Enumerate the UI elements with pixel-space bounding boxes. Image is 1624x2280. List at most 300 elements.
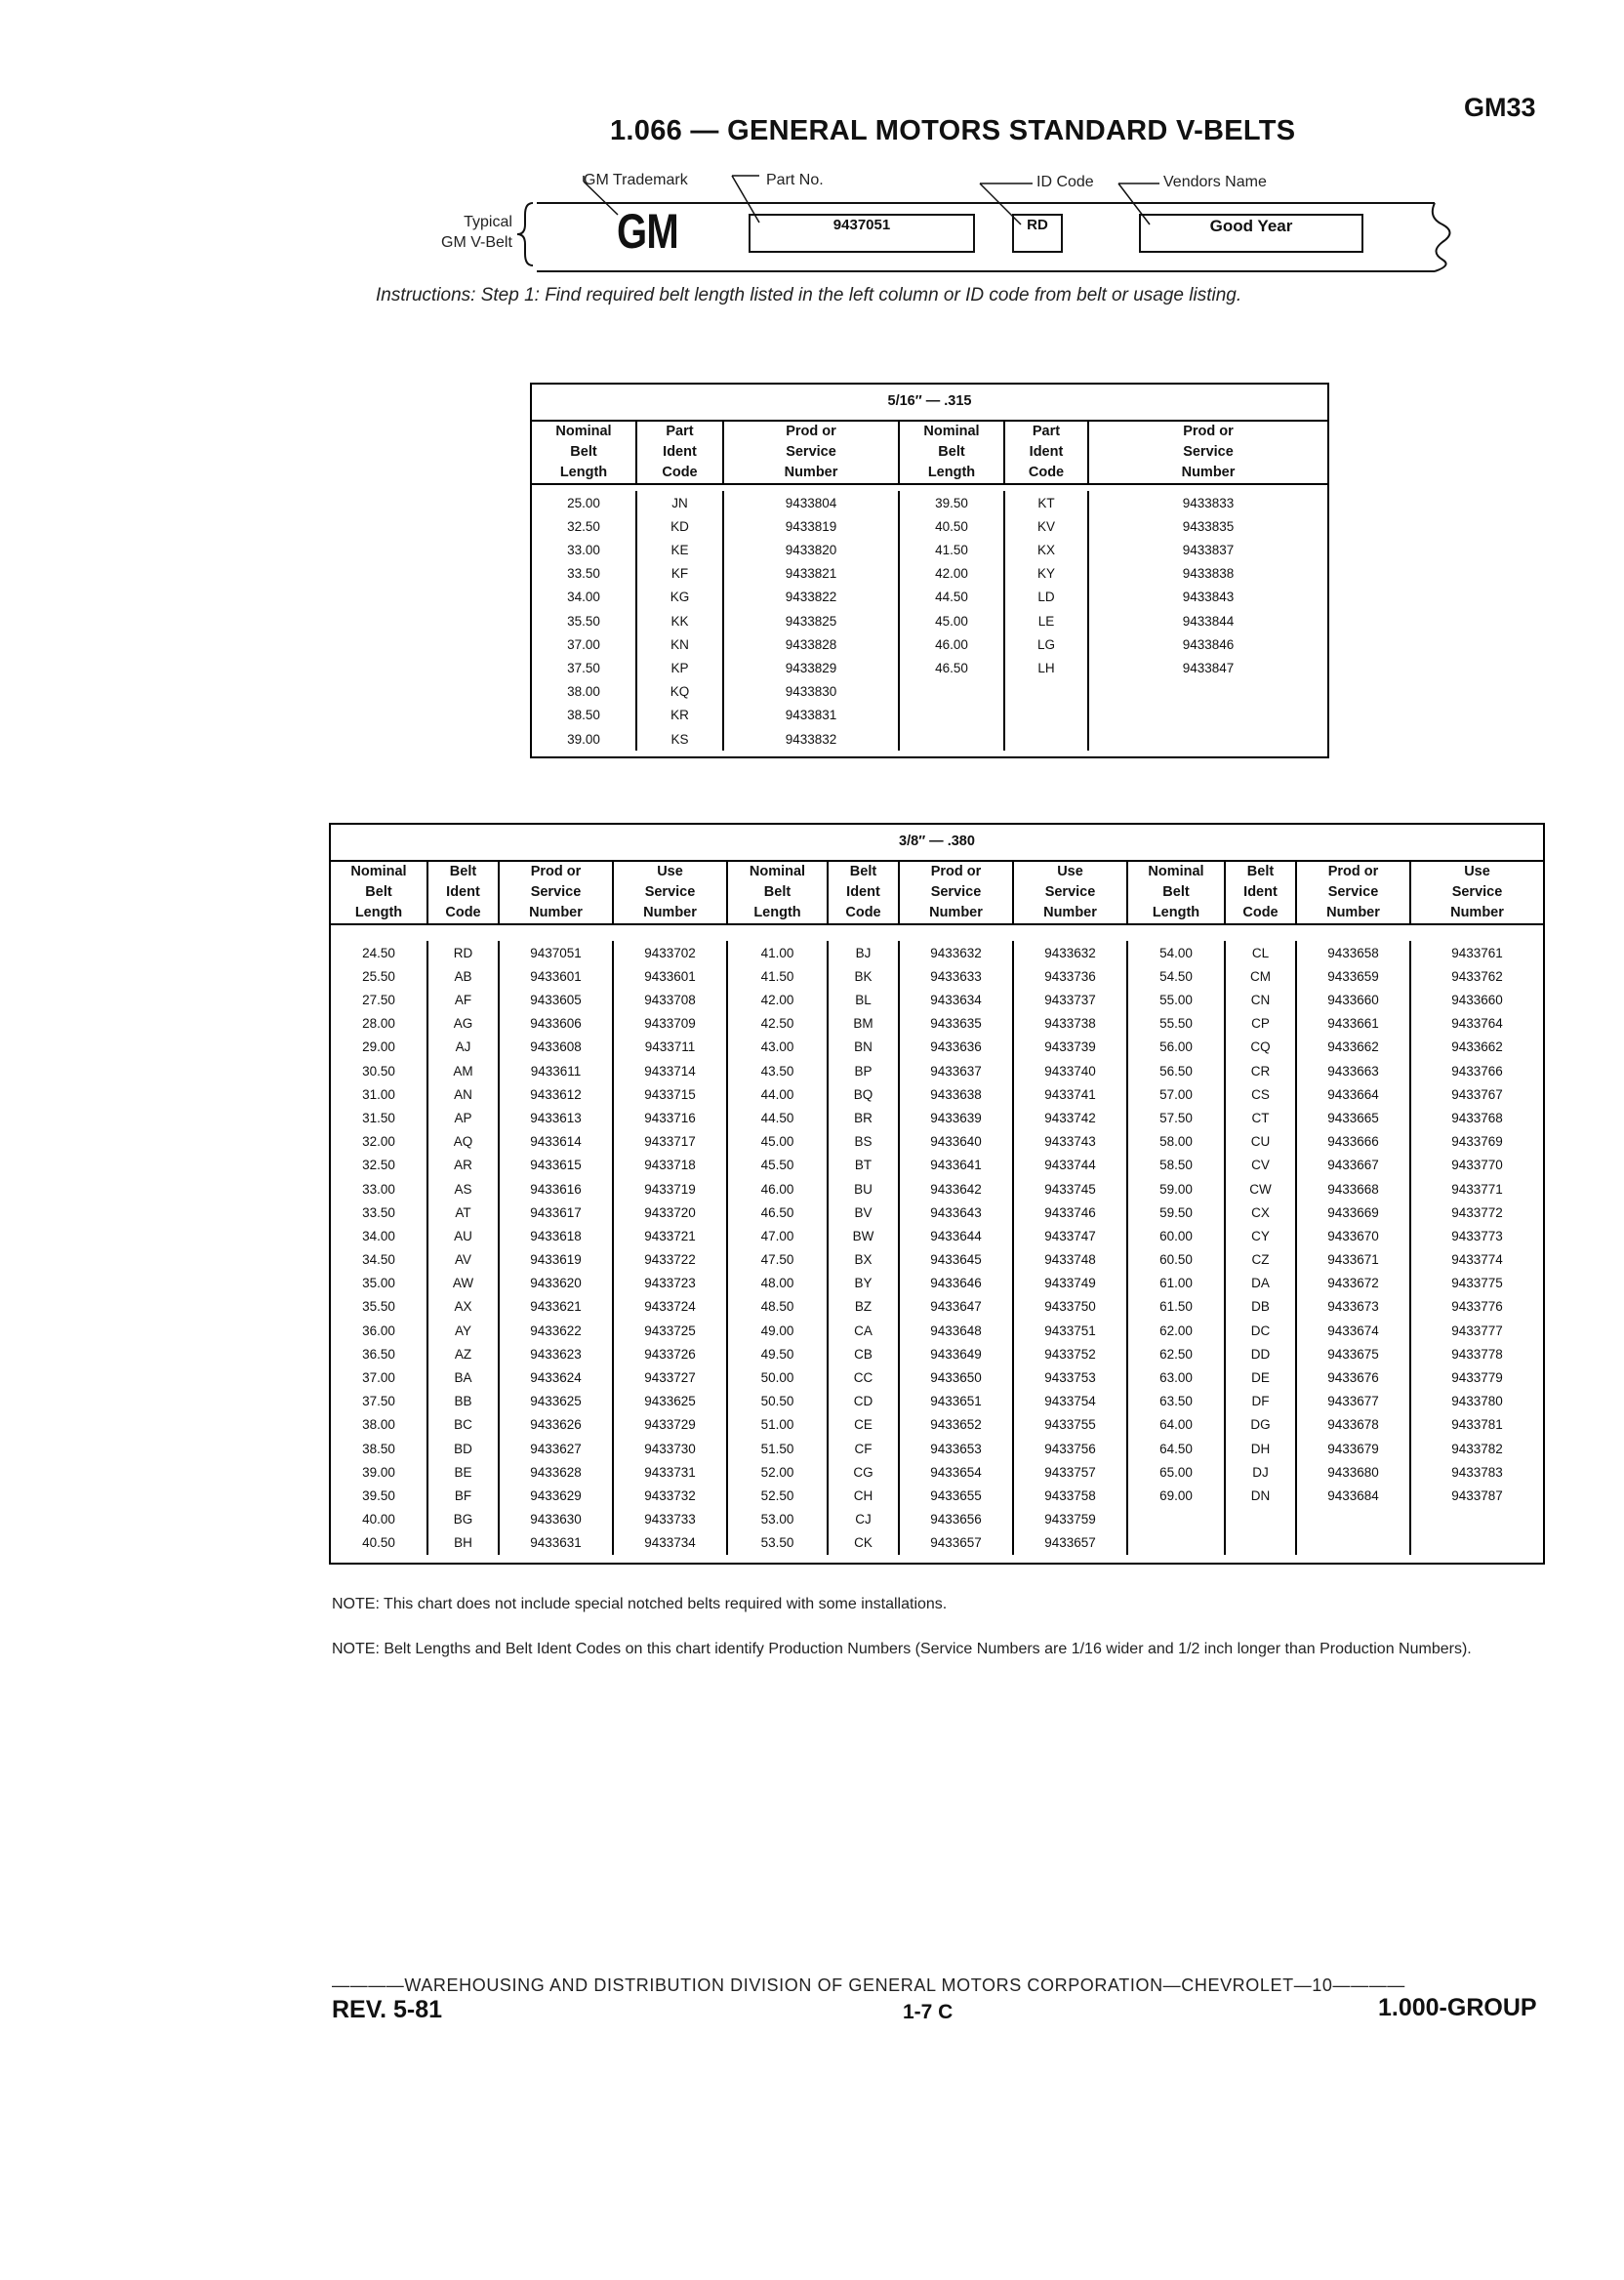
table-cell: AS: [427, 1177, 499, 1201]
table-cell: KR: [636, 704, 723, 727]
table-cell: 9433678: [1296, 1413, 1410, 1437]
table-cell: 9433782: [1451, 1441, 1503, 1456]
table-cell: 9433614: [499, 1130, 613, 1154]
table-cell: 9433769: [1451, 1134, 1503, 1150]
table-cell: 50.00: [727, 1365, 828, 1389]
table-cell: 9433631: [499, 1531, 613, 1555]
table-cell: CZ: [1225, 1247, 1296, 1271]
table-cell: AN: [427, 1082, 499, 1106]
table-cell: AT: [427, 1201, 499, 1224]
note-2: NOTE: Belt Lengths and Belt Ident Codes on this chart identify Production Numbers (Service Numbers are 1/16 wider and 1/2 inch longer than Production Numbers).: [332, 1641, 1472, 1657]
table-cell: 9433779: [1451, 1370, 1503, 1386]
table-row: [531, 562, 1328, 586]
table-cell: BZ: [828, 1295, 899, 1319]
column-header-line: Service: [930, 884, 982, 901]
table-cell: 9433847: [1182, 660, 1235, 675]
table-cell: BK: [828, 964, 899, 988]
table-cell: BP: [828, 1059, 899, 1082]
table-cell: 46.50: [727, 1201, 828, 1224]
column-header-line: Nominal: [350, 864, 407, 879]
table-cell: CY: [1225, 1224, 1296, 1247]
table-cell: 9433838: [1182, 566, 1235, 582]
table-cell: 9433624: [499, 1365, 613, 1389]
table-cell: 46.00: [727, 1177, 828, 1201]
column-header-line: Nominal: [555, 424, 612, 439]
column-header: [499, 861, 613, 924]
column-header-line: Prod or: [1183, 424, 1234, 439]
column-header-line: Ident: [663, 444, 697, 461]
table-cell: 9433657: [1013, 1531, 1127, 1555]
table-cell: BS: [828, 1130, 899, 1154]
column-header-line: Number: [929, 905, 983, 921]
table-cell: [899, 727, 1004, 751]
table-cell: 9433605: [499, 988, 613, 1011]
table-cell: [1004, 680, 1088, 704]
table-cell: 25.50: [330, 964, 427, 988]
table-cell: [1410, 1508, 1544, 1531]
table-cell: 9433776: [1451, 1299, 1503, 1315]
table-cell: 40.00: [330, 1508, 427, 1531]
table-row: [330, 1272, 1544, 1295]
table-cell: 60.00: [1127, 1224, 1225, 1247]
table-cell: 61.50: [1127, 1295, 1225, 1319]
table-cell: 27.50: [330, 988, 427, 1011]
table-cell: 9433783: [1451, 1464, 1503, 1480]
table-cell: 31.50: [330, 1106, 427, 1129]
table-cell: 9433761: [1451, 945, 1503, 960]
table-cell: 9433638: [899, 1082, 1013, 1106]
table-cell: BM: [828, 1012, 899, 1036]
table-cell: 9433743: [1013, 1130, 1127, 1154]
table-cell: 9433633: [899, 964, 1013, 988]
table-cell: 9433680: [1296, 1460, 1410, 1484]
column-header: [1410, 861, 1544, 924]
table-cell: 9433630: [499, 1508, 613, 1531]
column-header-line: Number: [643, 905, 697, 921]
table-cell: [1225, 1531, 1296, 1555]
table-row: [531, 491, 1328, 514]
table-cell: 9433762: [1451, 968, 1503, 984]
table-cell: CT: [1225, 1106, 1296, 1129]
table-cell: 9433636: [899, 1036, 1013, 1059]
table-cell: CC: [828, 1365, 899, 1389]
table-cell: KX: [1004, 538, 1088, 561]
footer-division: ————WAREHOUSING AND DISTRIBUTION DIVISION OF GENERAL MOTORS CORPORATION—CHEVROLET—10————: [332, 1975, 1405, 1995]
footer-page-number: 1-7 C: [903, 2001, 954, 2023]
table-cell: AJ: [427, 1036, 499, 1059]
table-cell: 51.00: [727, 1413, 828, 1437]
table-cell: 9433616: [499, 1177, 613, 1201]
table-cell: 43.00: [727, 1036, 828, 1059]
table-cell: CL: [1225, 941, 1296, 964]
column-header-line: Service: [786, 444, 836, 461]
table-cell: 69.00: [1127, 1484, 1225, 1507]
gm-logo: GM: [617, 204, 678, 259]
table-cell: 33.50: [531, 562, 636, 586]
column-header-line: Number: [1326, 905, 1380, 921]
table-cell: 9433613: [499, 1106, 613, 1129]
column-header: [899, 421, 1004, 484]
table-cell: AF: [427, 988, 499, 1011]
table-cell: 48.50: [727, 1295, 828, 1319]
table-cell: CE: [828, 1413, 899, 1437]
table-3-8: [329, 823, 1545, 1565]
table-cell: 9433732: [613, 1484, 727, 1507]
table-cell: 60.50: [1127, 1247, 1225, 1271]
table-cell: 9433828: [723, 632, 899, 656]
column-header: [531, 421, 636, 484]
column-header-line: Length: [559, 465, 608, 481]
table-cell: [1127, 1508, 1225, 1531]
table-cell: 9433619: [499, 1247, 613, 1271]
table-cell: 9433772: [1451, 1204, 1503, 1220]
table-cell: KE: [636, 538, 723, 561]
table-cell: 9433623: [499, 1342, 613, 1365]
table-cell: 36.50: [330, 1342, 427, 1365]
table-cell: CS: [1225, 1082, 1296, 1106]
table-row: [330, 988, 1544, 1011]
table-cell: BC: [427, 1413, 499, 1437]
table-cell: 9433669: [1296, 1201, 1410, 1224]
table-cell: 37.50: [531, 656, 636, 679]
table-cell: DE: [1225, 1365, 1296, 1389]
table-cell: 9433660: [1451, 993, 1503, 1008]
table-cell: 39.00: [330, 1460, 427, 1484]
table-cell: 9433657: [899, 1531, 1013, 1555]
table-row: [330, 1130, 1544, 1154]
table-cell: JN: [636, 491, 723, 514]
table-cell: 9433634: [899, 988, 1013, 1011]
column-header-line: Code: [445, 905, 481, 921]
table-cell: DA: [1225, 1272, 1296, 1295]
table-cell: 9433660: [1296, 988, 1410, 1011]
table-cell: BD: [427, 1437, 499, 1460]
column-header-line: Part: [1032, 424, 1061, 439]
table-cell: 9433766: [1451, 1063, 1503, 1079]
table-cell: 30.50: [330, 1059, 427, 1082]
table-row: [531, 680, 1328, 704]
table-cell: 9433773: [1451, 1228, 1503, 1243]
table-cell: 9433768: [1451, 1110, 1503, 1125]
column-header: [828, 861, 899, 924]
table-cell: [899, 680, 1004, 704]
table-cell: DG: [1225, 1413, 1296, 1437]
table-cell: 9433628: [499, 1460, 613, 1484]
table-cell: CP: [1225, 1012, 1296, 1036]
id-code-label: ID Code: [1036, 174, 1094, 190]
table-cell: 9433819: [723, 514, 899, 538]
table-cell: [899, 704, 1004, 727]
table-row: [531, 704, 1328, 727]
column-header: [1225, 861, 1296, 924]
table-cell: 32.50: [330, 1154, 427, 1177]
table-row: [531, 586, 1328, 609]
table-cell: 56.00: [1127, 1036, 1225, 1059]
table-cell: 9433846: [1182, 636, 1235, 652]
table-cell: 9433781: [1451, 1417, 1503, 1433]
table-cell: 9433771: [1451, 1181, 1503, 1197]
table-cell: 9433702: [613, 941, 727, 964]
column-header: [1013, 861, 1127, 924]
table-cell: 63.50: [1127, 1390, 1225, 1413]
table-cell: 44.50: [727, 1106, 828, 1129]
table-cell: 39.00: [531, 727, 636, 751]
vendors-name-label: Vendors Name: [1163, 174, 1267, 190]
table-cell: LE: [1004, 609, 1088, 632]
part-no-value: 9437051: [832, 217, 891, 233]
typical-label-line2: GM V-Belt: [441, 233, 512, 251]
table-row: [330, 1247, 1544, 1271]
table-cell: 24.50: [330, 941, 427, 964]
table-cell: 9433777: [1451, 1323, 1503, 1338]
table-cell: 52.00: [727, 1460, 828, 1484]
table-cell: CR: [1225, 1059, 1296, 1082]
table-cell: KP: [636, 656, 723, 679]
table-cell: 33.00: [531, 538, 636, 561]
table-cell: 9433745: [1013, 1177, 1127, 1201]
table-cell: 65.00: [1127, 1460, 1225, 1484]
table-cell: 37.50: [330, 1390, 427, 1413]
column-header-line: Code: [1242, 905, 1279, 921]
table-cell: DB: [1225, 1295, 1296, 1319]
table-row: [531, 609, 1328, 632]
table-row: [330, 1484, 1544, 1507]
table-cell: BW: [828, 1224, 899, 1247]
table-cell: 38.50: [531, 704, 636, 727]
column-header-line: Length: [753, 905, 801, 921]
table-cell: 9433635: [899, 1012, 1013, 1036]
table-cell: 9433833: [1182, 495, 1235, 510]
table-cell: 9433741: [1013, 1082, 1127, 1106]
table-row: [531, 656, 1328, 679]
table-cell: 9433739: [1013, 1036, 1127, 1059]
column-header: [427, 861, 499, 924]
column-header-line: Belt: [449, 864, 477, 879]
table-cell: 47.50: [727, 1247, 828, 1271]
table-cell: 38.00: [531, 680, 636, 704]
table-cell: 9433754: [1013, 1390, 1127, 1413]
table-cell: 9433641: [899, 1154, 1013, 1177]
table-cell: AU: [427, 1224, 499, 1247]
table-cell: DF: [1225, 1390, 1296, 1413]
table-cell: 9433726: [613, 1342, 727, 1365]
table-cell: 9433757: [1013, 1460, 1127, 1484]
table-cell: [1296, 1508, 1410, 1531]
table-cell: 45.00: [899, 609, 1004, 632]
table-cell: 40.50: [330, 1531, 427, 1555]
table-row: [330, 1342, 1544, 1365]
column-header: [1004, 421, 1088, 484]
table-row: [330, 1106, 1544, 1129]
table-size-caption: 3/8″ — .380: [899, 834, 975, 850]
column-header-line: Nominal: [923, 424, 980, 439]
table-cell: 9433676: [1296, 1365, 1410, 1389]
table-cell: CV: [1225, 1154, 1296, 1177]
table-row: [330, 1508, 1544, 1531]
table-cell: 9433637: [899, 1059, 1013, 1082]
table-cell: 53.50: [727, 1531, 828, 1555]
table-cell: 9433733: [613, 1508, 727, 1531]
table-cell: 29.00: [330, 1036, 427, 1059]
table-cell: 62.50: [1127, 1342, 1225, 1365]
table-cell: 9433843: [1182, 590, 1235, 605]
table-cell: 9433646: [899, 1272, 1013, 1295]
table-cell: 57.00: [1127, 1082, 1225, 1106]
column-header: [1088, 421, 1328, 484]
trademark-label: GM Trademark: [584, 172, 688, 188]
table-cell: 9433755: [1013, 1413, 1127, 1437]
table-row: [531, 632, 1328, 656]
table-5-16: [530, 383, 1329, 758]
table-cell: 37.00: [531, 632, 636, 656]
table-cell: 9433721: [613, 1224, 727, 1247]
table-cell: BG: [427, 1508, 499, 1531]
table-cell: BL: [828, 988, 899, 1011]
table-cell: 9433753: [1013, 1365, 1127, 1389]
table-cell: 63.00: [1127, 1365, 1225, 1389]
table-cell: 9433832: [723, 727, 899, 751]
table-cell: 9433663: [1296, 1059, 1410, 1082]
table-cell: 9433748: [1013, 1247, 1127, 1271]
table-cell: 9433831: [723, 704, 899, 727]
table-cell: 9433749: [1013, 1272, 1127, 1295]
column-header-line: Service: [1327, 884, 1379, 901]
table-cell: 41.50: [727, 964, 828, 988]
table-cell: 9433829: [723, 656, 899, 679]
table-cell: 40.50: [899, 514, 1004, 538]
table-cell: LH: [1004, 656, 1088, 679]
table-cell: [1088, 704, 1328, 727]
table-cell: 9433668: [1296, 1177, 1410, 1201]
table-cell: 53.00: [727, 1508, 828, 1531]
table-cell: 9433652: [899, 1413, 1013, 1437]
table-cell: 9433822: [723, 586, 899, 609]
table-cell: 9433751: [1013, 1319, 1127, 1342]
table-cell: 9433780: [1451, 1394, 1503, 1409]
table-cell: [1296, 1531, 1410, 1555]
table-cell: 9433837: [1182, 543, 1235, 558]
table-cell: 9433651: [899, 1390, 1013, 1413]
table-cell: 43.50: [727, 1059, 828, 1082]
column-header-line: Service: [1183, 444, 1234, 461]
table-row: [330, 1365, 1544, 1389]
column-header-line: Use: [1464, 864, 1490, 879]
column-header-line: Belt: [365, 884, 392, 901]
table-cell: 42.00: [727, 988, 828, 1011]
column-header-line: Code: [845, 905, 881, 921]
column-header-line: Code: [1028, 465, 1065, 481]
column-header: [613, 861, 727, 924]
table-row: [330, 1036, 1544, 1059]
table-cell: 9433723: [613, 1272, 727, 1295]
table-cell: [1410, 1531, 1544, 1555]
instructions: Instructions: Step 1: Find required belt length listed in the left column or ID code from belt or usage listing.: [376, 285, 1242, 305]
table-cell: BV: [828, 1201, 899, 1224]
column-header: [636, 421, 723, 484]
column-header-line: Prod or: [1327, 864, 1379, 879]
table-cell: [1088, 680, 1328, 704]
table-cell: 35.50: [531, 609, 636, 632]
table-cell: 9433844: [1182, 613, 1235, 629]
table-cell: CB: [828, 1342, 899, 1365]
table-cell: 50.50: [727, 1390, 828, 1413]
table-row: [330, 1059, 1544, 1082]
column-header-line: Belt: [849, 864, 877, 879]
column-header-line: Ident: [1243, 884, 1278, 901]
table-row: [330, 1295, 1544, 1319]
table-row: [330, 1082, 1544, 1106]
table-cell: 33.00: [330, 1177, 427, 1201]
table-cell: 9433653: [899, 1437, 1013, 1460]
table-cell: 48.00: [727, 1272, 828, 1295]
table-cell: 9433645: [899, 1247, 1013, 1271]
table-cell: 9433717: [613, 1130, 727, 1154]
table-cell: 9433632: [899, 941, 1013, 964]
table-cell: 9433649: [899, 1342, 1013, 1365]
table-cell: 9433671: [1296, 1247, 1410, 1271]
column-header-line: Prod or: [530, 864, 582, 879]
table-row: [330, 1154, 1544, 1177]
table-cell: 9433720: [613, 1201, 727, 1224]
column-header-line: Code: [662, 465, 698, 481]
table-cell: 35.00: [330, 1272, 427, 1295]
table-cell: 9433662: [1451, 1039, 1503, 1055]
table-cell: 64.50: [1127, 1437, 1225, 1460]
table-cell: 9433664: [1296, 1082, 1410, 1106]
table-cell: 9433727: [613, 1365, 727, 1389]
table-cell: CF: [828, 1437, 899, 1460]
column-header-line: Belt: [1246, 864, 1275, 879]
table-cell: 9433612: [499, 1082, 613, 1106]
table-cell: 9433625: [613, 1390, 727, 1413]
table-cell: KN: [636, 632, 723, 656]
table-cell: 51.50: [727, 1437, 828, 1460]
table-cell: 32.00: [330, 1130, 427, 1154]
table-cell: 54.50: [1127, 964, 1225, 988]
table-cell: 9433675: [1296, 1342, 1410, 1365]
table-cell: 9433740: [1013, 1059, 1127, 1082]
table-cell: DJ: [1225, 1460, 1296, 1484]
table-cell: 9433662: [1296, 1036, 1410, 1059]
table-row: [330, 1437, 1544, 1460]
table-cell: 49.50: [727, 1342, 828, 1365]
table-cell: 55.00: [1127, 988, 1225, 1011]
table-cell: 9433722: [613, 1247, 727, 1271]
table-cell: 9433642: [899, 1177, 1013, 1201]
table-cell: 9433650: [899, 1365, 1013, 1389]
column-header-line: Ident: [1029, 444, 1064, 461]
table-cell: 34.00: [531, 586, 636, 609]
table-cell: 9433744: [1013, 1154, 1127, 1177]
table-cell: AW: [427, 1272, 499, 1295]
table-row: [330, 1177, 1544, 1201]
table-cell: 9433622: [499, 1319, 613, 1342]
table-cell: AR: [427, 1154, 499, 1177]
table-row: [330, 1413, 1544, 1437]
table-cell: KK: [636, 609, 723, 632]
column-header-line: Belt: [938, 444, 965, 461]
table-cell: 9433787: [1451, 1487, 1503, 1503]
table-cell: 9433677: [1296, 1390, 1410, 1413]
table-cell: AX: [427, 1295, 499, 1319]
table-cell: 9433775: [1451, 1276, 1503, 1291]
table-cell: CH: [828, 1484, 899, 1507]
table-cell: 9433730: [613, 1437, 727, 1460]
table-cell: CJ: [828, 1508, 899, 1531]
table-cell: CN: [1225, 988, 1296, 1011]
table-cell: 9433654: [899, 1460, 1013, 1484]
table-row: [330, 1224, 1544, 1247]
